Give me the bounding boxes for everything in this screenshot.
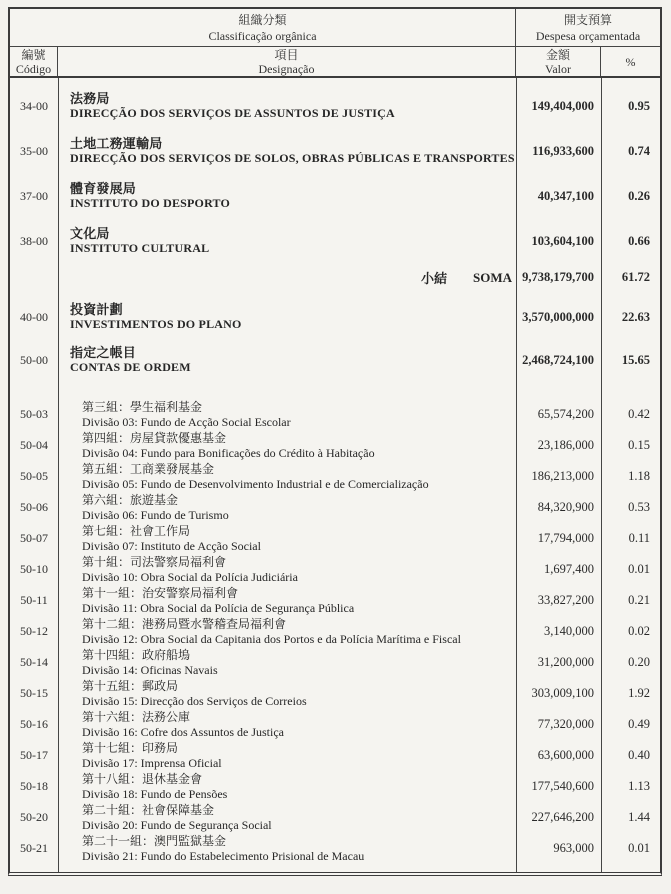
row-designation-pt: INVESTIMENTOS DO PLANO [70,317,242,331]
table-row [10,302,660,332]
row-percent: 0.02 [628,624,650,638]
row-percent: 0.26 [628,188,650,203]
table-row [10,181,660,211]
row-designation [58,136,516,166]
table-row [10,802,660,833]
row-designation-zh: 第十一組：治安警察局福利會 [82,585,239,600]
row-amount: 23,186,000 [537,438,594,452]
row-percent: 15.65 [621,352,650,367]
table-row [10,616,660,647]
table-row [10,554,660,585]
subtotal-amount: 9,738,179,700 [522,270,594,284]
row-designation-zh: 第十八組：退休基金會 [82,771,203,786]
column-header-percent-label: % [625,54,636,69]
row-designation [58,678,516,709]
row-code: 38-00 [20,233,48,248]
table-row [10,771,660,802]
table-row [10,585,660,616]
table-row [10,136,660,166]
row-code: 50-10 [20,562,48,576]
row-designation-pt: Divisão 21: Fundo do Estabelecimento Prisional de Macau [82,848,365,863]
row-designation-pt: Divisão 04: Fundo para Bonificações do Crédito à Habitação [82,445,375,460]
row-designation [58,345,516,375]
row-designation-pt: INSTITUTO CULTURAL [70,241,210,255]
row-designation [58,647,516,678]
row-designation-zh: 第十七組：印務局 [82,740,179,755]
row-amount: 149,404,000 [531,98,594,113]
row-designation [58,430,516,461]
row-designation-zh: 指定之帳目 [70,345,137,360]
row-designation [58,181,516,211]
row-designation [58,771,516,802]
row-designation-pt: Divisão 03: Fundo de Acção Social Escolar [82,414,291,429]
row-designation-zh: 投資計劃 [70,302,123,317]
row-code: 50-20 [20,810,48,824]
row-amount: 103,604,100 [531,233,594,248]
row-designation-pt: Divisão 06: Fundo de Turismo [82,507,229,522]
row-amount: 3,140,000 [544,624,594,638]
row-designation [58,461,516,492]
row-amount: 84,320,900 [537,500,594,514]
header-budgeted-expense [516,9,660,46]
row-code: 50-05 [20,469,48,483]
row-amount: 31,200,000 [537,655,594,669]
column-header-designation-pt: Designação [258,61,315,76]
column-header-designation-zh: 項目 [274,47,299,62]
row-designation [58,740,516,771]
row-amount: 33,827,200 [537,593,594,607]
row-designation [58,492,516,523]
row-percent: 0.01 [628,841,650,855]
column-divider-code [58,78,59,872]
budget-table [8,7,662,876]
row-amount: 3,570,000,000 [522,309,594,324]
row-designation-pt: CONTAS DE ORDEM [70,360,191,374]
row-code: 50-03 [20,407,48,421]
column-header-amount-pt: Valor [545,61,571,76]
row-designation-pt: DIRECÇÃO DOS SERVIÇOS DE SOLOS, OBRAS PÚBLICAS E TRANSPORTES [70,151,515,165]
row-designation-pt: DIRECÇÃO DOS SERVIÇOS DE ASSUNTOS DE JUSTIÇA [70,106,395,120]
row-amount: 186,213,000 [531,469,594,483]
header-org-classification-pt: Classificação orgânica [208,28,317,43]
column-header-code-pt: Código [15,61,52,76]
row-designation-zh: 第二十一組：澳門監獄基金 [82,833,227,848]
row-percent: 1.44 [628,810,650,824]
table-header-columns [10,47,660,78]
row-code: 37-00 [20,188,48,203]
column-header-amount [516,47,601,76]
subtotal-code-empty [10,268,58,287]
row-designation-pt: Divisão 07: Instituto de Acção Social [82,538,261,553]
table-body [10,78,660,872]
row-designation-pt: Divisão 12: Obra Social da Capitania dos Portos e da Polícia Marítima e Fiscal [82,631,461,646]
row-percent: 1.92 [628,686,650,700]
table-row [10,226,660,256]
row-designation [58,585,516,616]
row-designation [58,616,516,647]
row-code: 50-11 [20,593,48,607]
column-header-amount-zh: 金額 [545,47,570,62]
row-designation-zh: 第十組：司法警察局福利會 [82,554,227,569]
row-percent: 0.01 [628,562,650,576]
row-designation [58,523,516,554]
column-header-code [10,47,58,76]
column-divider-amount [516,78,517,872]
row-percent: 22.63 [621,309,650,324]
row-designation [58,226,516,256]
row-amount: 227,646,200 [531,810,594,824]
subtotal-row [10,268,660,284]
row-amount: 77,320,000 [537,717,594,731]
row-percent: 0.11 [628,531,650,545]
row-percent: 0.66 [628,233,650,248]
row-amount: 65,574,200 [537,407,594,421]
row-designation-zh: 第十五組：郵政局 [82,678,179,693]
table-row [10,461,660,492]
row-amount: 40,347,100 [537,188,594,203]
row-designation-pt: Divisão 18: Fundo de Pensões [82,786,228,801]
row-percent: 0.40 [628,748,650,762]
table-row [10,678,660,709]
row-code: 50-21 [20,841,48,855]
row-designation-zh: 第十二組：港務局暨水警稽查局福利會 [82,616,287,631]
row-percent: 0.53 [628,500,650,514]
table-row [10,430,660,461]
row-designation-pt: Divisão 17: Imprensa Oficial [82,755,222,770]
column-header-percent [601,47,660,76]
table-row [10,399,660,430]
row-percent: 0.95 [628,98,650,113]
table-row [10,833,660,864]
row-amount: 2,468,724,100 [522,352,594,367]
row-code: 50-18 [20,779,48,793]
row-percent: 1.13 [628,779,650,793]
row-code: 50-17 [20,748,48,762]
row-amount: 1,697,400 [544,562,594,576]
row-designation-zh: 第三組：學生福利基金 [82,399,203,414]
table-row [10,345,660,375]
row-code: 50-06 [20,500,48,514]
table-row [10,709,660,740]
row-designation-zh: 第十六組：法務公庫 [82,709,191,724]
row-designation [58,802,516,833]
table-row [10,523,660,554]
row-percent: 0.21 [628,593,650,607]
row-designation-pt: Divisão 14: Oficinas Navais [82,662,218,677]
row-designation [58,554,516,585]
row-code: 40-00 [20,309,48,324]
row-designation [58,91,516,121]
row-amount: 303,009,100 [531,686,594,700]
row-amount: 963,000 [553,841,594,855]
row-designation-pt: Divisão 11: Obra Social da Polícia de Segurança Pública [82,600,355,615]
row-amount: 177,540,600 [531,779,594,793]
row-designation [58,709,516,740]
row-percent: 0.42 [628,407,650,421]
row-percent: 0.15 [628,438,650,452]
row-code: 50-15 [20,686,48,700]
row-designation-pt: Divisão 10: Obra Social da Polícia Judiciária [82,569,298,584]
subtotal-label-zh: 小結 [420,271,447,286]
row-designation-zh: 文化局 [70,226,110,241]
table-row [10,492,660,523]
header-org-classification [10,9,516,46]
column-header-code-zh: 編號 [21,47,46,62]
row-percent: 1.18 [628,469,650,483]
row-code: 50-04 [20,438,48,452]
row-code: 50-07 [20,531,48,545]
header-budgeted-expense-pt: Despesa orçamentada [535,28,641,43]
subtotal-label-pt: SOMA [473,269,512,285]
row-designation-zh: 第十四組：政府船塢 [82,647,191,662]
row-code: 50-00 [20,352,48,367]
table-row [10,647,660,678]
table-row [10,740,660,771]
row-code: 35-00 [20,143,48,158]
subtotal-percent: 61.72 [621,270,650,284]
row-designation-zh: 第四組：房屋貸款優惠基金 [82,430,227,445]
row-percent: 0.49 [628,717,650,731]
row-designation-zh: 第六組：旅遊基金 [82,492,179,507]
row-designation-zh: 第七組：社會工作局 [82,523,191,538]
table-rows [10,91,660,864]
row-code: 50-12 [20,624,48,638]
row-designation-zh: 法務局 [70,91,110,106]
row-percent: 0.74 [628,143,650,158]
header-budgeted-expense-zh: 開支預算 [563,12,612,27]
column-header-designation [58,47,516,76]
row-designation-zh: 土地工務運輸局 [70,136,163,151]
row-amount: 17,794,000 [537,531,594,545]
row-designation-pt: Divisão 20: Fundo de Segurança Social [82,817,272,832]
row-designation-zh: 第五組：工商業發展基金 [82,461,215,476]
subtotal-label [58,268,516,287]
row-designation-pt: INSTITUTO DO DESPORTO [70,196,231,210]
row-amount: 63,600,000 [537,748,594,762]
row-designation-pt: Divisão 16: Cofre dos Assuntos de Justiça [82,724,284,739]
row-designation-pt: Divisão 05: Fundo de Desenvolvimento Industrial e de Comercialização [82,476,429,491]
row-amount: 116,933,600 [532,143,594,158]
column-divider-percent [601,78,602,872]
row-code: 50-14 [20,655,48,669]
row-designation-zh: 第二十組：社會保障基金 [82,802,215,817]
row-designation [58,302,516,332]
row-designation-pt: Divisão 15: Direcção dos Serviços de Correios [82,693,307,708]
row-designation [58,833,516,864]
row-designation [58,399,516,430]
table-header-groups [10,9,660,47]
header-org-classification-zh: 組織分類 [238,12,287,27]
row-percent: 0.20 [628,655,650,669]
table-row [10,91,660,121]
row-designation-zh: 體育發展局 [70,181,137,196]
row-code: 50-16 [20,717,48,731]
row-code: 34-00 [20,98,48,113]
